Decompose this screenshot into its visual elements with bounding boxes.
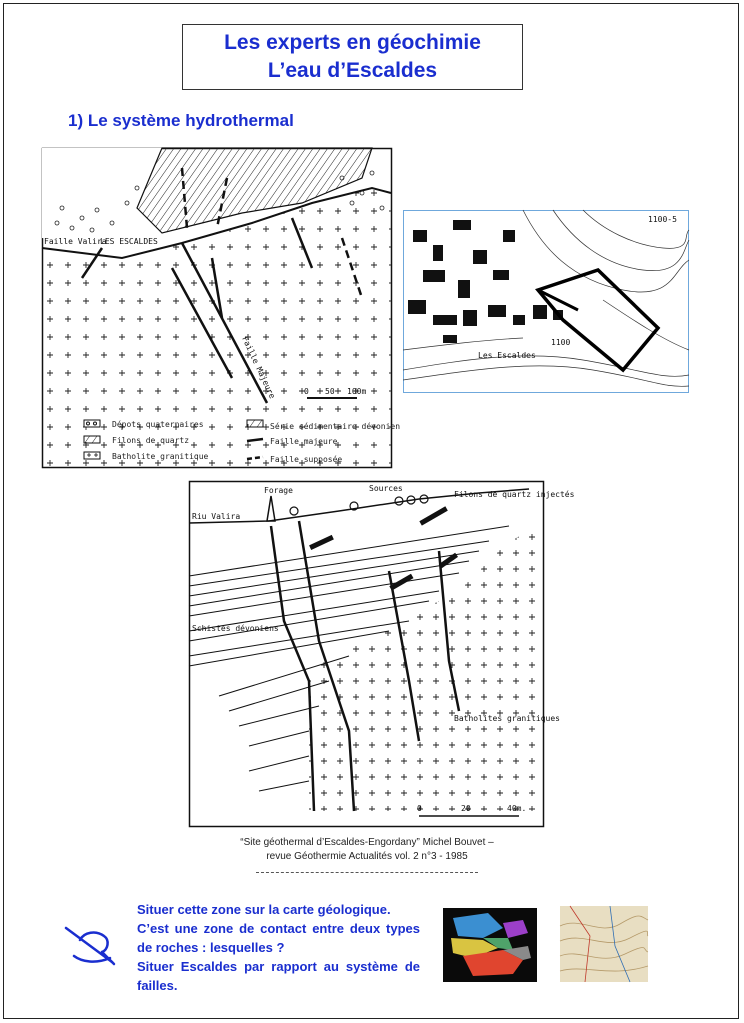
- town-map: [403, 210, 689, 393]
- legend-supposed-fault: Faille supposée: [270, 455, 343, 464]
- legend-quartz: Filons de quartz: [112, 436, 190, 445]
- town-label: LES ESCALDES: [100, 237, 158, 246]
- forage-label: Forage: [264, 486, 293, 495]
- cs-scale-40: 40m.: [507, 804, 527, 813]
- cs-scale-20: 20: [461, 804, 471, 813]
- caption-line-1: “Site géothermal d’Escaldes-Engordany” Michel Bouvet –: [240, 837, 494, 848]
- task-instructions: [137, 900, 420, 995]
- cs-scale-0: 0: [417, 804, 422, 813]
- altitude-1100-top: 1100-5: [648, 215, 677, 224]
- batholith-label: Batholites granitiques: [454, 714, 560, 723]
- quartz-label: Filons de quartz injectés: [454, 490, 575, 499]
- title-line-1: Les experts en géochimie: [224, 31, 481, 54]
- scale-100: 100m: [347, 387, 367, 396]
- legend-devonian: Série sédimentaire dévonien: [270, 422, 401, 431]
- fault-valira-label: Faille Valira: [44, 237, 107, 246]
- scale-50: 50: [325, 387, 335, 396]
- legend-granite: Batholite granitique: [112, 452, 209, 461]
- title-line-2: L’eau d’Escaldes: [267, 59, 438, 82]
- caption-line-2: revue Géothermie Actualités vol. 2 n°3 - 1985: [266, 851, 468, 862]
- section-title: Le système hydrothermal: [87, 111, 294, 130]
- figure-caption: [190, 836, 544, 864]
- task-line-1: Situer cette zone sur la carte géologique.: [137, 902, 391, 917]
- topographic-map-thumbnail: [560, 906, 648, 982]
- separator: [256, 872, 478, 873]
- scale-0: 0: [304, 387, 309, 396]
- valira-label: Riu Valira: [192, 512, 241, 521]
- fault-main-label: Faille Majeure: [240, 335, 277, 400]
- schists-label: Schistes dévoniens: [192, 624, 279, 633]
- section-number: 1): [68, 111, 84, 130]
- cross-section: [189, 481, 575, 827]
- sources-label: Sources: [369, 484, 403, 493]
- task-line-3: Situer Escaldes par rapport au système de failles.: [137, 959, 420, 993]
- legend-major-fault: Faille majeure: [270, 437, 338, 446]
- town-map-label: Les Escaldes: [478, 351, 536, 360]
- geologic-map: [42, 148, 401, 468]
- section-heading: [68, 111, 294, 131]
- altitude-1100: 1100: [551, 338, 571, 347]
- geologic-map-thumbnail: [443, 908, 537, 982]
- legend-quaternary: Dépots quaternaires: [112, 420, 204, 429]
- writing-pen-icon: [62, 922, 120, 968]
- title-box: [182, 24, 523, 90]
- task-line-2: C’est une zone de contact entre deux types de roches : lesquelles ?: [137, 921, 420, 955]
